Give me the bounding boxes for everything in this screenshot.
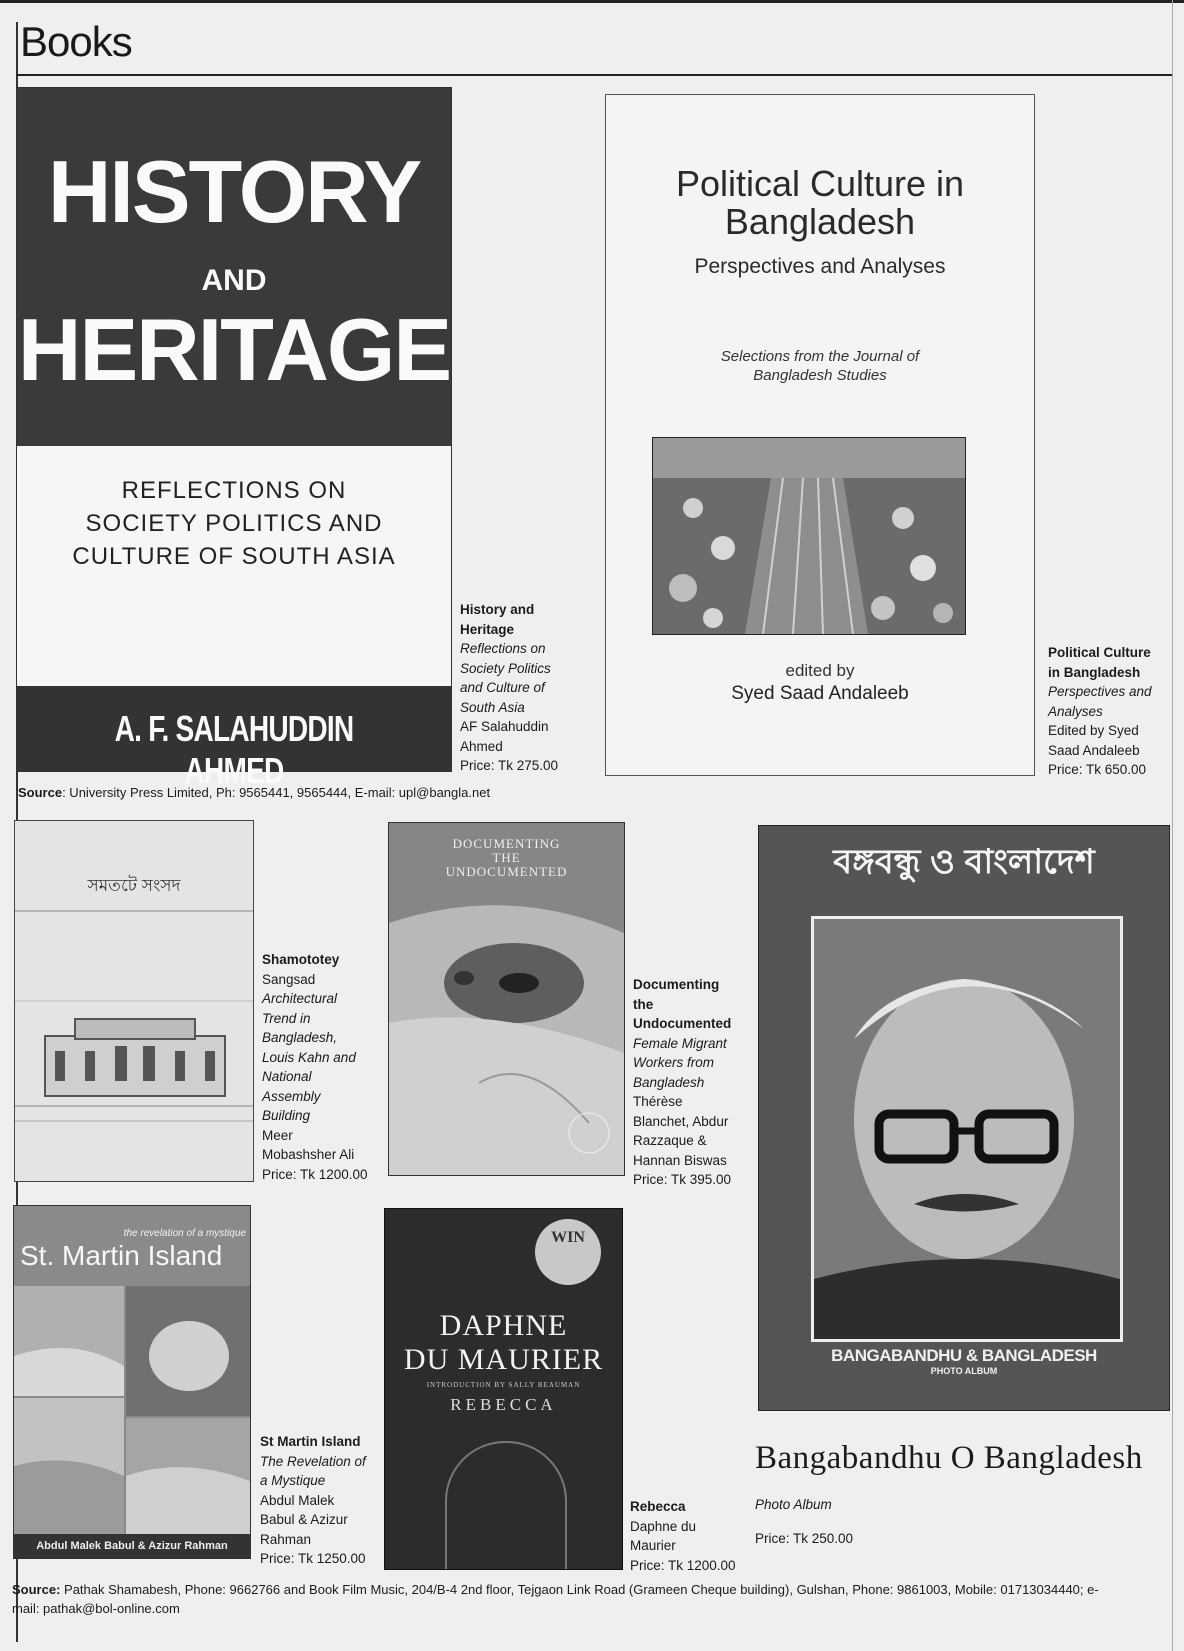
- caption-subtitle: Reflections on: [460, 641, 546, 656]
- source-text: : University Press Limited, Ph: 9565441, 9565444, E-mail: upl@bangla.net: [62, 785, 491, 800]
- cover-crowd-photo: [652, 437, 966, 635]
- caption-subtitle: Photo Album: [755, 1497, 832, 1512]
- caption-subtitle: Bangladesh: [633, 1074, 705, 1090]
- caption-subtitle: Analyses: [1048, 703, 1103, 719]
- gate-graphic: [445, 1441, 567, 1570]
- caption-title: Heritage: [460, 621, 515, 637]
- documenting-cover[interactable]: [388, 822, 625, 1176]
- history-heritage-caption: [460, 600, 600, 776]
- source-label: Source: [18, 785, 63, 800]
- caption-subtitle: Louis Kahn and: [262, 1049, 356, 1065]
- caption-author: Saad Andaleeb: [1048, 742, 1140, 758]
- rebecca-caption: [630, 1497, 755, 1575]
- caption-subtitle: Bangladesh,: [262, 1030, 338, 1045]
- caption-author: Blanchet, Abdur: [633, 1113, 729, 1129]
- caption-subtitle: The Revelation of: [260, 1453, 366, 1469]
- source-line-2: [12, 1580, 1172, 1618]
- st-martin-cover[interactable]: [13, 1205, 251, 1559]
- parliament-building-graphic: [15, 821, 253, 1181]
- caption-author: Hannan Biswas: [633, 1152, 727, 1168]
- caption-title: Undocumented: [633, 1016, 732, 1031]
- cover-author: A. F. SALAHUDDIN AHMED: [114, 708, 354, 791]
- cover-title-history: HISTORY: [47, 142, 421, 241]
- caption-subtitle: Trend in: [262, 1010, 311, 1026]
- caption-price: Price: Tk 1200.00: [262, 1166, 368, 1182]
- caption-title: the: [633, 996, 654, 1012]
- caption-price: Price: Tk 1200.00: [630, 1557, 736, 1573]
- caption-title: Documenting: [633, 977, 720, 992]
- cover-title-heritage: HERITAGE: [17, 300, 451, 399]
- cover-subtitle-line2: SOCIETY POLITICS AND: [85, 510, 383, 537]
- caption-subtitle: Female Migrant: [633, 1035, 727, 1051]
- caption-title: Rebecca: [630, 1499, 686, 1514]
- cover-authors: Abdul Malek Babul & Azizur Rahman: [14, 1534, 250, 1558]
- cover-title-line2: Bangladesh: [724, 201, 916, 242]
- cover-subtitle: Perspectives and Analyses: [694, 255, 946, 278]
- cover-title-line2: THE: [492, 850, 521, 865]
- caption-title: History and: [460, 602, 535, 617]
- cover-title: St. Martin Island: [20, 1240, 223, 1271]
- top-border: [0, 0, 1184, 3]
- caption-subtitle: Society Politics: [460, 660, 551, 676]
- cover-portrait-frame: [811, 916, 1123, 1342]
- political-culture-caption: [1048, 643, 1170, 780]
- crowd-photo-graphic: [653, 438, 965, 634]
- cover-author-line1: DAPHNE: [439, 1309, 568, 1342]
- cover-author-line2: DU MAURIER: [403, 1343, 604, 1376]
- shamototey-caption: [262, 950, 382, 1184]
- cover-selections-line2: Bangladesh Studies: [753, 367, 887, 384]
- cover-edited-by: edited by: [785, 661, 855, 680]
- caption-title: in Bangladesh: [1048, 664, 1141, 680]
- cover-title: REBECCA: [450, 1395, 557, 1414]
- right-column-rule: [1172, 0, 1173, 1651]
- caption-author: Thérèse: [633, 1094, 683, 1109]
- caption-price: Price: Tk 650.00: [1048, 762, 1147, 777]
- caption-subtitle: Building: [262, 1108, 311, 1123]
- caption-subtitle: a Mystique: [260, 1473, 326, 1488]
- cover-editor: Syed Saad Andaleeb: [731, 683, 909, 704]
- caption-subtitle: Assembly: [262, 1088, 321, 1104]
- caption-subtitle: Architectural: [262, 991, 338, 1006]
- caption-price: Price: Tk 250.00: [755, 1530, 854, 1546]
- cover-title-line1: Political Culture in: [675, 163, 965, 204]
- cover-title-line3: UNDOCUMENTED: [445, 864, 568, 879]
- source-text: mail: pathak@bol-online.com: [12, 1601, 180, 1616]
- cover-intro: INTRODUCTION BY SALLY BEAUMAN: [426, 1381, 581, 1389]
- caption-author: Babul & Azizur: [260, 1512, 348, 1527]
- caption-author: AF Salahuddin: [460, 719, 549, 734]
- section-divider: [16, 74, 1172, 76]
- caption-subtitle: and Culture of: [460, 680, 545, 695]
- st-martin-caption: [260, 1432, 380, 1569]
- shamototey-cover[interactable]: [14, 820, 254, 1182]
- history-heritage-cover[interactable]: [16, 87, 452, 791]
- cover-subtitle-line3: CULTURE OF SOUTH ASIA: [72, 543, 396, 570]
- caption-price: Price: Tk 395.00: [633, 1172, 732, 1187]
- cover-selections-line1: Selections from the Journal of: [720, 348, 920, 365]
- caption-price: Price: Tk 1250.00: [260, 1551, 366, 1566]
- cover-subtitle-line1: REFLECTIONS ON: [121, 477, 347, 504]
- cover-bottom-band: [17, 686, 451, 791]
- cover-middle-band: [17, 446, 451, 686]
- caption-title: Sangsad: [262, 971, 316, 987]
- political-culture-cover[interactable]: [605, 94, 1035, 776]
- caption-author: Razzaque &: [633, 1133, 707, 1148]
- bangabandhu-cover[interactable]: [758, 825, 1170, 1411]
- cover-revelation-text: the revelation of a mystique: [123, 1228, 246, 1239]
- caption-author: Maurier: [630, 1538, 676, 1553]
- caption-subtitle: South Asia: [460, 699, 525, 715]
- source-label: Source:: [12, 1582, 61, 1597]
- caption-title: Shamototey: [262, 952, 340, 967]
- caption-subtitle: National: [262, 1069, 312, 1084]
- section-title: Books: [20, 18, 132, 65]
- portrait-graphic: [814, 919, 1120, 1339]
- caption-author: Meer: [262, 1127, 293, 1143]
- bangabandhu-big-title: Bangabandhu O Bangladesh: [755, 1440, 1143, 1476]
- cover-title-and: AND: [201, 264, 267, 297]
- caption-subtitle: Perspectives and: [1048, 684, 1152, 699]
- cover-english-title: BANGABANDHU & BANGLADESH: [831, 1346, 1097, 1365]
- caption-subtitle: Workers from: [633, 1055, 714, 1070]
- bangabandhu-caption: [755, 1495, 955, 1548]
- caption-author: Abdul Malek: [260, 1492, 335, 1508]
- source-text: Pathak Shamabesh, Phone: 9662766 and Book Film Music, 204/B-4 2nd floor, Tejgaon Link Road (Grameen Cheque building), Gulshan, Phone: 9861003, Mobile: 01713034440; e-: [60, 1582, 1099, 1597]
- caption-price: Price: Tk 275.00: [460, 758, 559, 773]
- cover-bengali-title: সমতটে সংসদ: [87, 876, 181, 895]
- cover-top-band: [17, 88, 451, 446]
- cover-bengali-title: বঙ্গবন্ধু ও বাংলাদেশ: [833, 843, 1095, 881]
- source-line-1: [18, 785, 490, 800]
- documenting-caption: [633, 975, 757, 1190]
- cover-photo-album-label: PHOTO ALBUM: [930, 1366, 998, 1376]
- caption-author: Edited by Syed: [1048, 723, 1139, 738]
- caption-author: Daphne du: [630, 1518, 697, 1534]
- caption-title: Political Culture: [1048, 645, 1151, 660]
- cover-title-line1: DOCUMENTING: [452, 836, 561, 851]
- caption-author: Mobashsher Ali: [262, 1147, 355, 1162]
- caption-title: St Martin Island: [260, 1434, 361, 1449]
- cover-win-badge: WIN: [535, 1219, 601, 1285]
- caption-author: Ahmed: [460, 738, 503, 754]
- rebecca-cover[interactable]: [384, 1208, 623, 1570]
- caption-author: Rahman: [260, 1531, 312, 1547]
